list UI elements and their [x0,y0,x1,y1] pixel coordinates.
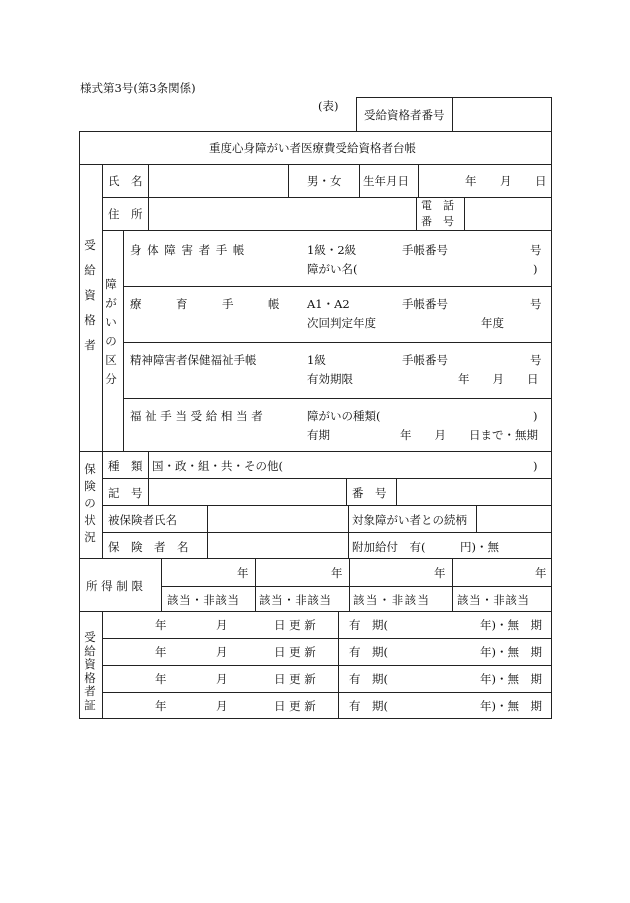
income-limit-label: 所 得 制 限 [86,579,143,593]
expiry-label: 有効期限 [307,372,353,386]
income-status-2[interactable]: 該当・非該当 [259,593,332,607]
birth-label: 生年月日 [363,174,409,188]
birth-day: 日 [535,174,547,188]
mental-grade[interactable]: 1級 [307,353,326,367]
term-date: 年 月 日まで・無期 [400,428,538,442]
insurer-name-field[interactable] [208,533,347,558]
term-label: 有期 [307,428,330,442]
income-status-1[interactable]: 該当・非該当 [167,593,240,607]
cert-number-label: 受給資格者番号 [364,108,445,122]
disability-type-end: ) [533,409,538,423]
mental-book-suffix: 号 [530,353,542,367]
physical-disability-name-end: ) [533,262,538,276]
physical-book-label: 手帳番号 [402,243,448,257]
cert-row-month: 月 [216,672,228,686]
physical-grade[interactable]: 1級・2級 [307,243,357,257]
certificate-group-label: 受給資格者証 [84,630,96,712]
insurance-type-options[interactable]: 国・政・組・共・その他( [152,459,283,473]
cert-row-month: 月 [216,699,228,713]
insured-name-label: 被保険者氏名 [108,513,177,527]
form-title: 重度心身障がい者医療費受給資格者台帳 [209,141,416,155]
physical-disability-book: 身 体 障 害 者 手 帳 [130,243,246,257]
cert-row-term-end[interactable]: 年)・無 期 [480,672,542,686]
birth-year: 年 [465,174,477,188]
additional-benefit[interactable]: 附加給付 有( 円)・無 [352,540,499,554]
relation-label: 対象障がい者との続柄 [352,513,467,527]
number-label: 番 号 [352,486,387,500]
cert-row-term: 有 期( [349,672,388,686]
income-year-3: 年 [434,566,446,580]
insurance-type-end: ) [533,459,538,473]
income-year-4: 年 [535,566,547,580]
expiry-date: 年 月 日 [458,372,539,386]
cert-row-year: 年 [155,699,167,713]
cert-row-term-end[interactable]: 年)・無 期 [480,645,542,659]
rehabilitation-book-label: 手帳番号 [402,297,448,311]
cert-row-term: 有 期( [349,618,388,632]
sex-option[interactable]: 男・女 [307,174,342,188]
address-field[interactable] [149,198,415,230]
income-year-2: 年 [331,566,343,580]
rehabilitation-book-suffix: 号 [530,297,542,311]
next-assessment-suffix: 年度 [481,316,504,330]
cert-row-year: 年 [155,672,167,686]
symbol-label: 記 号 [108,486,143,500]
cert-row-term-end[interactable]: 年)・無 期 [480,699,542,713]
physical-book-suffix: 号 [530,243,542,257]
cert-row-term-end[interactable]: 年)・無 期 [480,618,542,632]
insurance-type-label: 種 類 [108,459,143,473]
birth-month: 月 [500,174,512,188]
insured-name-field[interactable] [208,506,347,531]
rehabilitation-grade[interactable]: A1・A2 [307,297,350,311]
mental-health-book: 精神障害者保健福祉手帳 [130,353,257,367]
income-status-4[interactable]: 該当・非該当 [457,593,530,607]
form-number: 様式第3号(第3条関係) [80,81,196,95]
phone-label-2: 番 号 [421,215,454,228]
cert-row-month: 月 [216,618,228,632]
mental-book-label: 手帳番号 [402,353,448,367]
cert-number-field[interactable] [453,98,551,131]
phone-label-1: 電 話 [421,199,454,212]
cert-row-update: 日 更 新 [274,699,316,713]
cert-row-update: 日 更 新 [274,645,316,659]
physical-disability-name-label: 障がい名( [307,262,358,276]
cert-row-year: 年 [155,618,167,632]
side-label: (表) [318,99,339,113]
recipient-group-label: 受給資格者 [84,238,96,352]
cert-row-month: 月 [216,645,228,659]
address-label: 住 所 [108,207,143,221]
insurer-name-label: 保 険 者 名 [108,540,189,554]
name-field[interactable] [149,165,287,196]
disability-type-label: 障がいの種類( [307,409,381,423]
cert-row-year: 年 [155,645,167,659]
rehabilitation-book: 療 育 手 帳 [130,297,280,311]
number-field[interactable] [397,479,551,505]
insurance-group-label: 保険の状況 [84,462,96,544]
cert-row-update: 日 更 新 [274,618,316,632]
cert-row-term: 有 期( [349,699,388,713]
cert-row-term: 有 期( [349,645,388,659]
symbol-field[interactable] [149,479,345,505]
income-year-1: 年 [237,566,249,580]
disability-group-label: 障がいの区分 [105,277,117,386]
welfare-allowance: 福 祉 手 当 受 給 相 当 者 [130,409,263,423]
next-assessment-label: 次回判定年度 [307,316,376,330]
relation-field[interactable] [477,506,551,531]
phone-field[interactable] [465,198,551,230]
name-label: 氏 名 [108,174,143,188]
cert-row-update: 日 更 新 [274,672,316,686]
income-status-3[interactable]: 該当・非該当 [353,593,431,607]
